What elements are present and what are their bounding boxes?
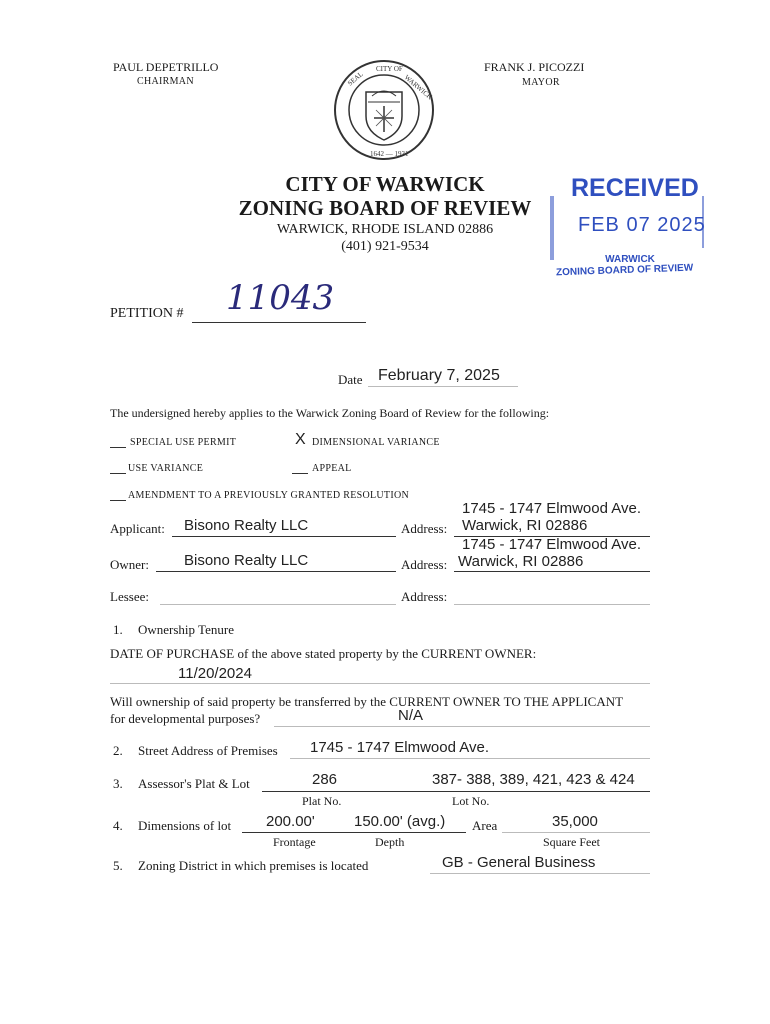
owner-address-label: Address: xyxy=(401,557,448,572)
area-caption: Square Feet xyxy=(543,835,600,849)
appeal-line xyxy=(292,473,308,474)
lot-caption: Lot No. xyxy=(452,794,490,808)
transfer-value: N/A xyxy=(398,707,424,724)
area-line xyxy=(502,832,650,833)
lessee-address-line xyxy=(454,604,650,605)
lessee-address-label: Address: xyxy=(401,589,448,604)
received-stamp-date: FEB 07 2025 xyxy=(578,214,706,236)
lessee-line xyxy=(160,604,396,605)
applicant-line xyxy=(172,536,396,537)
area-value: 35,000 xyxy=(552,813,598,830)
amendment-line xyxy=(110,500,126,501)
dimensions-line xyxy=(242,832,466,833)
transfer-line xyxy=(274,726,650,727)
zoning-label: Zoning District in which premises is located xyxy=(138,858,369,873)
tenure-number: 1. xyxy=(113,622,123,637)
mayor-title: MAYOR xyxy=(522,77,560,88)
svg-text:WARWICK: WARWICK xyxy=(402,73,434,102)
dimensions-number: 4. xyxy=(113,818,123,833)
area-label: Area xyxy=(472,818,498,833)
board-title: ZONING BOARD OF REVIEW xyxy=(238,196,532,220)
depth-caption: Depth xyxy=(375,835,405,849)
dimensions-label: Dimensions of lot xyxy=(138,818,232,833)
use-variance-line xyxy=(110,473,126,474)
date-label: Date xyxy=(338,372,363,387)
transfer-question-2: for developmental purposes? xyxy=(110,711,261,726)
option-amendment: AMENDMENT TO A PREVIOUSLY GRANTED RESOLUTION xyxy=(128,490,410,501)
petition-number: 11043 xyxy=(226,278,335,318)
option-use-variance: USE VARIANCE xyxy=(128,463,204,474)
received-stamp-line2: ZONING BOARD OF REVIEW xyxy=(555,262,694,279)
received-stamp-title: RECEIVED xyxy=(571,174,699,202)
purchase-label: DATE OF PURCHASE of the above stated property by the CURRENT OWNER: xyxy=(110,646,537,661)
owner-value: Bisono Realty LLC xyxy=(184,552,309,569)
plat-number: 3. xyxy=(113,776,123,791)
owner-address-line xyxy=(454,571,650,572)
option-special-use: SPECIAL USE PERMIT xyxy=(130,437,237,448)
date-line xyxy=(368,386,518,387)
street-line xyxy=(290,758,650,759)
option-dimensional-variance: DIMENSIONAL VARIANCE xyxy=(312,437,440,448)
street-number: 2. xyxy=(113,743,123,758)
zoning-value: GB - General Business xyxy=(442,854,596,871)
received-stamp-line1: WARWICK xyxy=(605,254,655,265)
owner-label: Owner: xyxy=(110,557,149,572)
board-address: WARWICK, RHODE ISLAND 02886 xyxy=(276,222,494,237)
dimensional-mark: X xyxy=(295,431,306,448)
plat-label: Assessor's Plat & Lot xyxy=(138,776,250,791)
street-value: 1745 - 1747 Elmwood Ave. xyxy=(310,739,490,756)
svg-text:CITY OF: CITY OF xyxy=(376,65,403,73)
applicant-address-line2: Warwick, RI 02886 xyxy=(462,517,588,534)
lot-value: 387- 388, 389, 421, 423 & 424 xyxy=(432,771,635,788)
applicant-address-line1: 1745 - 1747 Elmwood Ave. xyxy=(462,500,642,517)
applicant-label: Applicant: xyxy=(110,521,165,536)
owner-line xyxy=(156,571,396,572)
purchase-line xyxy=(110,683,650,684)
svg-text:1642 — 1931: 1642 — 1931 xyxy=(370,150,409,158)
transfer-question-1: Will ownership of said property be transferred by the CURRENT OWNER TO THE APPLICANT xyxy=(110,694,624,709)
plat-value: 286 xyxy=(312,771,338,788)
city-title: CITY OF WARWICK xyxy=(285,172,485,196)
plat-caption: Plat No. xyxy=(302,794,342,808)
board-phone: (401) 921-9534 xyxy=(341,239,429,254)
owner-address-line1: 1745 - 1747 Elmwood Ave. xyxy=(462,536,642,553)
stamp-bar-left xyxy=(550,196,554,260)
chairman-name: PAUL DEPETRILLO xyxy=(113,60,219,74)
frontage-value: 200.00' xyxy=(266,813,315,830)
date-value: February 7, 2025 xyxy=(378,367,500,384)
chairman-title: CHAIRMAN xyxy=(137,76,194,87)
frontage-caption: Frontage xyxy=(273,835,316,849)
purchase-value: 11/20/2024 xyxy=(178,665,252,682)
option-appeal: APPEAL xyxy=(312,463,352,474)
mayor-name: FRANK J. PICOZZI xyxy=(484,60,585,74)
applicant-address-label: Address: xyxy=(401,521,448,536)
lessee-label: Lessee: xyxy=(110,589,149,604)
owner-address-line2: Warwick, RI 02886 xyxy=(458,553,584,570)
applicant-value: Bisono Realty LLC xyxy=(184,517,309,534)
street-label: Street Address of Premises xyxy=(138,743,278,758)
intro-text: The undersigned hereby applies to the Warwick Zoning Board of Review for the following: xyxy=(110,406,550,420)
svg-text:SEAL: SEAL xyxy=(346,70,365,88)
petition-label: PETITION # xyxy=(110,306,184,321)
city-seal-icon xyxy=(332,58,436,162)
special-use-line xyxy=(110,447,126,448)
depth-value: 150.00' (avg.) xyxy=(354,813,446,830)
plat-line xyxy=(262,791,650,792)
zoning-line xyxy=(430,873,650,874)
tenure-label: Ownership Tenure xyxy=(138,622,234,637)
zoning-number: 5. xyxy=(113,858,123,873)
petition-line xyxy=(192,322,366,323)
